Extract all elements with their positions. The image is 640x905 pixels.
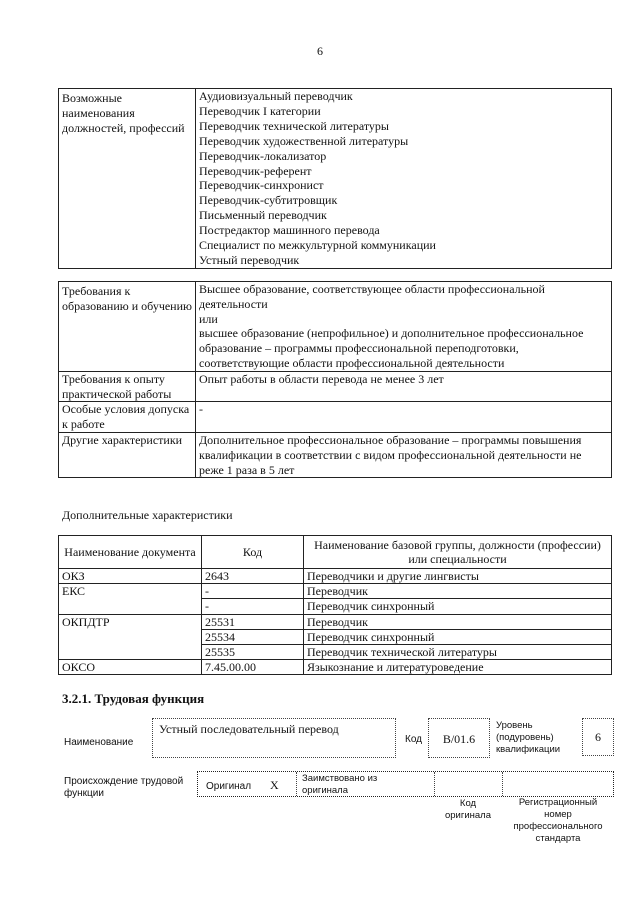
page-number: 6 bbox=[317, 44, 323, 58]
list-item: Переводчик-синхронист bbox=[199, 178, 324, 193]
cell-doc bbox=[59, 629, 202, 644]
original-label: Оригинал bbox=[206, 781, 252, 792]
cell-code: 7.45.00.00 bbox=[202, 660, 304, 675]
divider bbox=[434, 772, 435, 796]
header-name: Наименование базовой группы, должности (профессии) или специальности bbox=[304, 536, 612, 569]
table-row bbox=[59, 402, 612, 433]
cell-doc: ОКПДТР bbox=[59, 614, 202, 629]
table-row bbox=[59, 614, 612, 629]
function-title: 3.2.1. Трудовая функция bbox=[62, 691, 205, 706]
cell-code: 25531 bbox=[202, 614, 304, 629]
table-header-row bbox=[59, 536, 612, 569]
header-code: Код bbox=[202, 536, 304, 569]
cell-name: Языкознание и литературоведение bbox=[304, 660, 612, 675]
cell-doc: ОКСО bbox=[59, 660, 202, 675]
req-value: Дополнительное профессиональное образование – программы повышения квалификации в соответствии с видом профессиональной деятельности не реже 1 раза в 5 лет bbox=[196, 432, 612, 477]
list-item: Переводчик-субтитровщик bbox=[199, 193, 338, 208]
name-label: Наименование bbox=[64, 737, 134, 748]
cell-name: Переводчик синхронный bbox=[304, 599, 612, 614]
positions-list bbox=[196, 89, 612, 269]
cell-name: Переводчик bbox=[304, 584, 612, 599]
code-box bbox=[428, 718, 490, 758]
origin-label: Происхождение трудовой функции bbox=[64, 776, 184, 799]
level-box bbox=[582, 718, 614, 756]
cell-name: Переводчик bbox=[304, 614, 612, 629]
code-original-label: Код оригинала bbox=[444, 798, 491, 821]
header-document: Наименование документа bbox=[59, 536, 202, 569]
borrowed-label: Заимствовано из оригинала bbox=[302, 773, 378, 796]
cell-doc bbox=[59, 599, 202, 614]
cell-doc bbox=[59, 645, 202, 660]
cell-code: - bbox=[202, 599, 304, 614]
req-label: Требования к опыту практической работы bbox=[59, 371, 196, 402]
list-item: Специалист по межкультурной коммуникации bbox=[199, 238, 436, 253]
table-row bbox=[59, 569, 612, 584]
list-item: Устный переводчик bbox=[199, 252, 300, 267]
req-education-text: Высшее образование, соответствующее области профессиональной деятельности или высшее образование (непрофильное) и дополнительное профессиональное образование – программы профессиональной переподготовки, соответствующие области профессиональной деятельности bbox=[199, 282, 584, 370]
req-value bbox=[196, 282, 612, 372]
positions-table bbox=[58, 88, 612, 269]
table-row bbox=[59, 599, 612, 614]
list-item: Аудиовизуальный переводчик bbox=[199, 89, 353, 103]
list-item: Переводчик технической литературы bbox=[199, 118, 389, 133]
list-item: Переводчик-локализатор bbox=[199, 148, 327, 163]
cell-code: 25534 bbox=[202, 629, 304, 644]
cell-code: 25535 bbox=[202, 645, 304, 660]
code-value: B/01.6 bbox=[442, 732, 476, 746]
additional-table bbox=[58, 535, 612, 675]
cell-doc: ОКЗ bbox=[59, 569, 202, 584]
cell-name: Переводчики и другие лингвисты bbox=[304, 569, 612, 584]
function-name-value: Устный последовательный перевод bbox=[159, 722, 339, 736]
list-item: Постредактор машинного перевода bbox=[199, 223, 380, 238]
table-row bbox=[59, 432, 612, 477]
function-name-box bbox=[152, 718, 396, 758]
req-value: Опыт работы в области перевода не менее 3 лет bbox=[196, 371, 612, 402]
list-item: Переводчик-референт bbox=[199, 163, 312, 178]
requirements-table bbox=[58, 281, 612, 478]
req-label: Другие характеристики bbox=[59, 432, 196, 477]
original-mark: X bbox=[270, 778, 279, 792]
cell-name: Переводчик технической литературы bbox=[304, 645, 612, 660]
code-label: Код bbox=[405, 734, 423, 745]
list-item: Письменный переводчик bbox=[199, 208, 327, 223]
divider bbox=[502, 772, 503, 796]
table-row bbox=[59, 629, 612, 644]
req-label: Особые условия допуска к работе bbox=[59, 402, 196, 433]
reg-number-label: Регистрационный номер профессионального стандарта bbox=[513, 797, 603, 844]
req-value: - bbox=[196, 402, 612, 433]
origin-box bbox=[197, 771, 614, 797]
table-row bbox=[59, 371, 612, 402]
list-item: Переводчик I категории bbox=[199, 103, 321, 118]
cell-code: 2643 bbox=[202, 569, 304, 584]
additional-title: Дополнительные характеристики bbox=[62, 508, 233, 522]
cell-code: - bbox=[202, 584, 304, 599]
positions-label: Возможные наименования должностей, профессий bbox=[59, 89, 196, 269]
level-label: Уровень (подуровень) квалификации bbox=[496, 720, 561, 755]
list-item: Переводчик художественной литературы bbox=[199, 133, 409, 148]
cell-name: Переводчик синхронный bbox=[304, 629, 612, 644]
cell-doc: ЕКС bbox=[59, 584, 202, 599]
table-row bbox=[59, 645, 612, 660]
table-row bbox=[59, 282, 612, 372]
req-label: Требования к образованию и обучению bbox=[59, 282, 196, 372]
divider bbox=[296, 772, 297, 796]
level-value: 6 bbox=[595, 730, 601, 744]
table-row bbox=[59, 584, 612, 599]
table-row bbox=[59, 660, 612, 675]
